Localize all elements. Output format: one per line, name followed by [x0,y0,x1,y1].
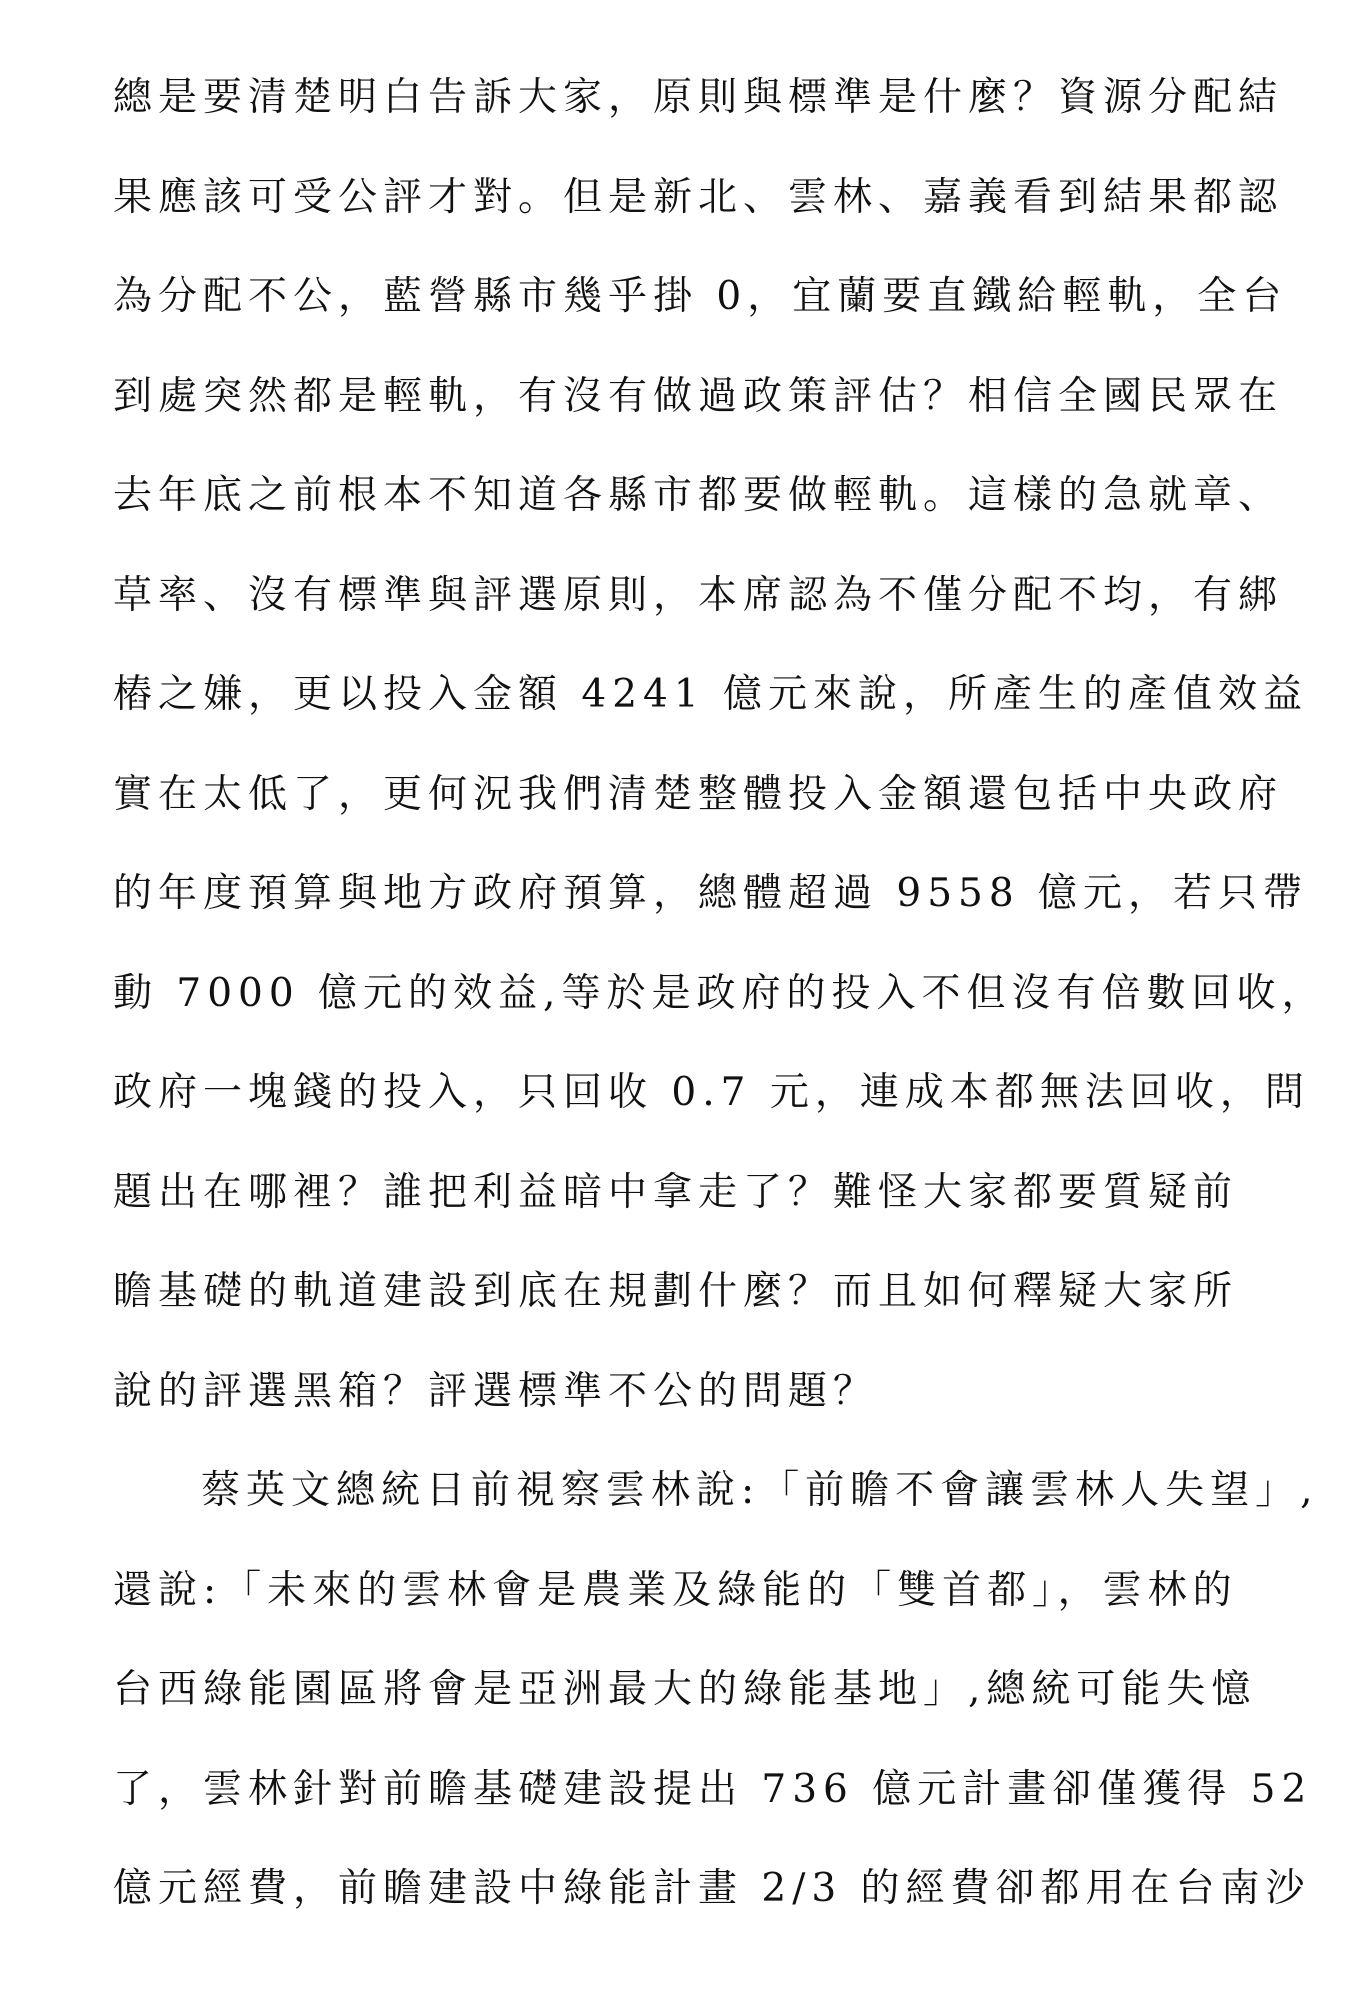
text-line: 動 7000 億元的效益,等於是政府的投入不但沒有倍數回收， [113,970,1327,1016]
text-line: 億元經費，前瞻建設中綠能計畫 2/3 的經費卻都用在台南沙 [113,1866,1311,1911]
document-body [113,48,1327,1939]
text-line: 瞻基礎的軌道建設到底在規劃什麼？而且如何釋疑大家所 [113,1269,1239,1314]
paragraph-first-line: 蔡英文總統日前視察雲林說:「前瞻不會讓雲林人失望」, [201,1468,1319,1513]
text-line: 說的評選黑箱？評選標準不公的問題？ [113,1368,879,1414]
text-line: 題出在哪裡？誰把利益暗中拿走了？難怪大家都要質疑前 [113,1169,1239,1215]
text-line: 政府一塊錢的投入，只回收 0.7 元，連成本都無法回收，問 [113,1070,1310,1115]
text-line: 的年度預算與地方政府預算，總體超過 9558 億元，若只帶 [113,871,1309,916]
text-line: 草率、沒有標準與評選原則，本席認為不僅分配不均，有綁 [113,572,1284,618]
text-line: 總是要清楚明白告訴大家，原則與標準是什麼？資源分配結 [113,75,1284,120]
text-line: 台西綠能園區將會是亞洲最大的綠能基地」,總統可能失憶 [113,1667,1257,1712]
text-line: 實在太低了，更何況我們清楚整體投入金額還包括中央政府 [113,771,1284,817]
text-line: 了，雲林針對前瞻基礎建設提出 736 億元計畫卻僅獲得 52 [113,1766,1313,1812]
text-line: 去年底之前根本不知道各縣市都要做輕軌。這樣的急就章、 [113,473,1284,518]
text-line: 還說:「未來的雲林會是農業及綠能的「雙首都」，雲林的 [113,1567,1238,1613]
text-line: 到處突然都是輕軌，有沒有做過政策評估？相信全國民眾在 [113,373,1284,419]
text-line: 樁之嫌，更以投入金額 4241 億元來說，所產生的產值效益 [113,672,1309,717]
text-line: 為分配不公，藍營縣市幾乎掛 0，宜蘭要直鐵給輕軌，全台 [113,274,1288,319]
text-line: 果應該可受公評才對。但是新北、雲林、嘉義看到結果都認 [113,174,1284,220]
